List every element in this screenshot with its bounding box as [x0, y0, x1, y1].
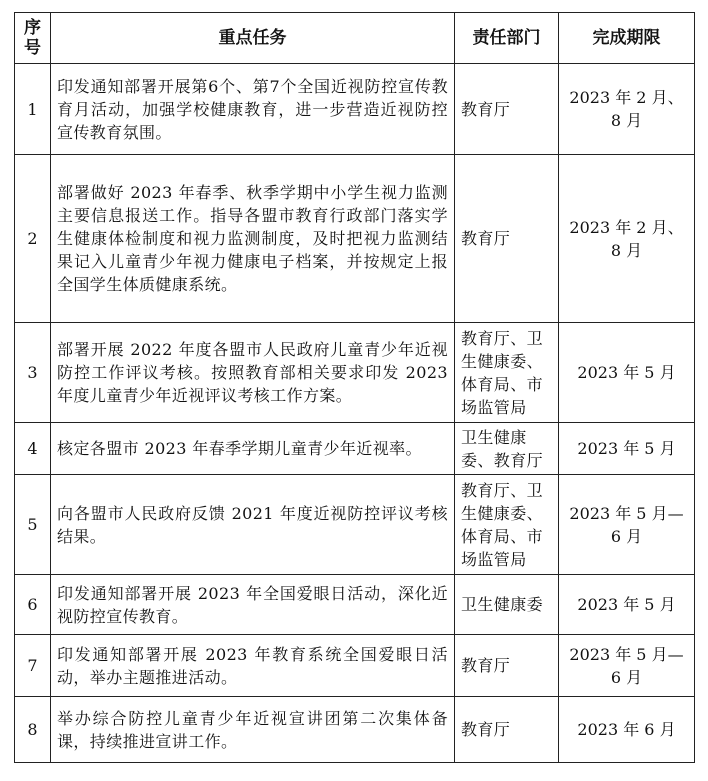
- row-task: 印发通知部署开展第6个、第7个全国近视防控宣传教育月活动，加强学校健康教育，进一步营造近视防控宣传教育氛围。: [51, 64, 455, 155]
- row-task: 核定各盟市 2023 年春季学期儿童青少年近视率。: [51, 423, 455, 475]
- row-deadline: 2023 年 6 月: [559, 697, 695, 763]
- row-deadline: 2023 年 2 月、8 月: [559, 64, 695, 155]
- table-row: [15, 575, 695, 635]
- row-task: 部署做好 2023 年春季、秋季学期中小学生视力监测主要信息报送工作。指导各盟市教育行政部门落实学生健康体检制度和视力监测制度，及时把视力监测结果记入儿童青少年视力健康电子档案，并按规定上报全国学生体质健康系统。: [51, 155, 455, 323]
- row-no: 7: [15, 635, 51, 697]
- row-dept: 教育厅: [455, 697, 559, 763]
- row-dept: 教育厅: [455, 635, 559, 697]
- header-deadline: 完成期限: [559, 13, 695, 64]
- row-deadline: 2023 年 5 月: [559, 423, 695, 475]
- row-deadline: 2023 年 5 月—6 月: [559, 475, 695, 575]
- row-task: 举办综合防控儿童青少年近视宣讲团第二次集体备课，持续推进宣讲工作。: [51, 697, 455, 763]
- row-task: 印发通知部署开展 2023 年全国爱眼日活动，深化近视防控宣传教育。: [51, 575, 455, 635]
- row-no: 1: [15, 64, 51, 155]
- table-row: [15, 635, 695, 697]
- table-row: [15, 475, 695, 575]
- row-dept: 教育厅、卫生健康委、体育局、市场监管局: [455, 323, 559, 423]
- row-task: 印发通知部署开展 2023 年教育系统全国爱眼日活动，举办主题推进活动。: [51, 635, 455, 697]
- row-dept: 教育厅: [455, 155, 559, 323]
- row-task: 向各盟市人民政府反馈 2021 年度近视防控评议考核结果。: [51, 475, 455, 575]
- row-dept: 教育厅、卫生健康委、体育局、市场监管局: [455, 475, 559, 575]
- row-deadline: 2023 年 2 月、8 月: [559, 155, 695, 323]
- task-table-container: [14, 12, 695, 763]
- table-row: [15, 155, 695, 323]
- row-no: 3: [15, 323, 51, 423]
- row-no: 5: [15, 475, 51, 575]
- row-dept: 卫生健康委、教育厅: [455, 423, 559, 475]
- row-deadline: 2023 年 5 月: [559, 575, 695, 635]
- header-row: [15, 13, 695, 64]
- task-table: [14, 12, 695, 763]
- header-task: 重点任务: [51, 13, 455, 64]
- header-dept: 责任部门: [455, 13, 559, 64]
- header-no: 序号: [15, 13, 51, 64]
- table-row: [15, 323, 695, 423]
- table-row: [15, 697, 695, 763]
- row-dept: 教育厅: [455, 64, 559, 155]
- row-deadline: 2023 年 5 月: [559, 323, 695, 423]
- row-no: 4: [15, 423, 51, 475]
- row-deadline: 2023 年 5 月—6 月: [559, 635, 695, 697]
- table-row: [15, 64, 695, 155]
- row-no: 6: [15, 575, 51, 635]
- row-no: 2: [15, 155, 51, 323]
- row-dept: 卫生健康委: [455, 575, 559, 635]
- table-row: [15, 423, 695, 475]
- row-no: 8: [15, 697, 51, 763]
- row-task: 部署开展 2022 年度各盟市人民政府儿童青少年近视防控工作评议考核。按照教育部相关要求印发 2023 年度儿童青少年近视评议考核工作方案。: [51, 323, 455, 423]
